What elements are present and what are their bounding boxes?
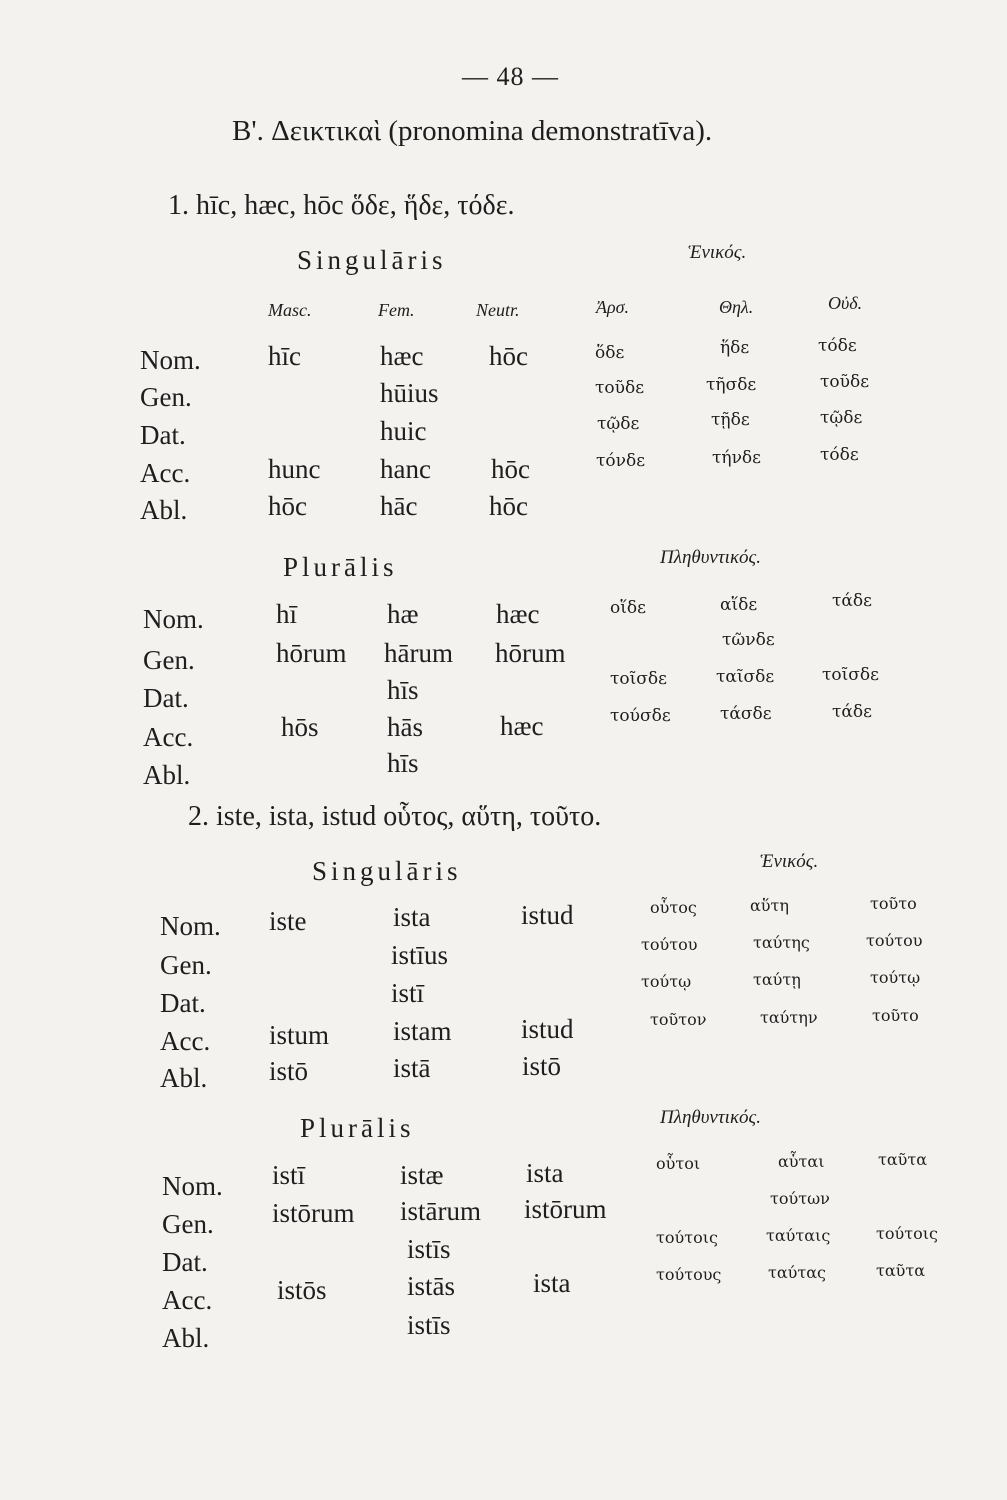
case-label: Nom. <box>162 1171 223 1201</box>
greek-form: οὗτοι <box>656 1154 701 1173</box>
latin-form: hanc <box>380 454 431 484</box>
greek-form: τούτοις <box>656 1228 718 1247</box>
latin-form: hæc <box>496 599 540 629</box>
greek-form: τόδε <box>820 445 859 465</box>
greek-form: οἵδε <box>610 598 646 618</box>
greek-form: τούτῳ <box>870 968 921 987</box>
greek-form: τῷδε <box>597 414 640 434</box>
greek-form: ταῦτα <box>876 1261 926 1280</box>
case-label: Abl. <box>143 760 191 790</box>
case-label: Gen. <box>143 645 195 675</box>
latin-form: hæ <box>387 599 419 629</box>
greek-form: τοῦτο <box>872 1006 919 1025</box>
col-thel: Θηλ. <box>719 297 754 317</box>
case-label: Abl. <box>140 495 188 525</box>
latin-form: hās <box>387 712 423 742</box>
greek-form: ταῦτα <box>878 1150 928 1169</box>
latin-form: hīs <box>387 675 419 705</box>
case-label: Dat. <box>162 1247 208 1277</box>
greek-form: τῇδε <box>711 410 750 430</box>
latin-form: istud <box>521 1014 574 1044</box>
greek-form: τοῖσδε <box>822 665 879 685</box>
section1-singular-label: Singulāris <box>297 245 447 275</box>
greek-form: τοῦτο <box>870 894 917 913</box>
greek-form: τάδε <box>832 702 872 722</box>
greek-form: τοῦτον <box>650 1010 707 1029</box>
latin-form: iste <box>269 906 307 936</box>
section1-plural-label: Plurālis <box>283 552 398 582</box>
col-neutr: Neutr. <box>476 300 520 320</box>
case-label: Nom. <box>160 911 221 941</box>
latin-form: istōrum <box>524 1194 607 1224</box>
greek-form: τούτου <box>641 935 698 954</box>
greek-form: ταύταις <box>766 1226 831 1245</box>
greek-form: τάσδε <box>720 704 772 724</box>
case-label: Dat. <box>160 988 206 1018</box>
latin-form: hārum <box>384 638 453 668</box>
latin-form: istārum <box>400 1196 481 1226</box>
section2-plural-greek-label: Πληθυντικός. <box>660 1107 762 1128</box>
greek-form: τήνδε <box>712 448 761 468</box>
latin-form: hæc <box>380 341 424 371</box>
case-label: Gen. <box>140 382 192 412</box>
greek-form: ταύτης <box>753 933 810 952</box>
section1-singular-greek-label: Ἑνικός. <box>688 242 747 263</box>
greek-form: ὅδε <box>595 343 625 363</box>
col-oud: Οὐδ. <box>828 293 863 313</box>
latin-form: hunc <box>268 454 321 484</box>
latin-form: hāc <box>380 491 418 521</box>
case-label: Acc. <box>160 1026 211 1056</box>
section-title: B'. Δεικτικαὶ (pronomina demonstratīva). <box>232 115 713 147</box>
greek-form: τῷδε <box>820 408 863 428</box>
latin-form: hī <box>276 599 298 629</box>
latin-form: istud <box>521 900 574 930</box>
greek-form: τούτῳ <box>641 972 692 991</box>
greek-form: τοῦδε <box>820 372 870 392</box>
latin-form: hōs <box>281 712 319 742</box>
col-masc: Masc. <box>268 300 312 320</box>
case-label: Acc. <box>162 1285 213 1315</box>
latin-form: ista <box>526 1158 564 1188</box>
section2-singular-greek-label: Ἑνικός. <box>760 851 819 872</box>
latin-form: ista <box>533 1268 571 1298</box>
section2-plural-label: Plurālis <box>300 1113 415 1143</box>
greek-form: οὗτος <box>650 898 697 917</box>
latin-form: istās <box>407 1271 456 1301</box>
latin-form: hōc <box>491 454 530 484</box>
section1-heading: 1. hīc, hæc, hōc ὅδε, ἥδε, τόδε. <box>168 190 515 221</box>
latin-form: istīus <box>391 940 449 970</box>
greek-form: τούτους <box>656 1265 722 1284</box>
case-label: Dat. <box>143 683 189 713</box>
col-fem: Fem. <box>378 300 415 320</box>
latin-form: hōrum <box>276 638 347 668</box>
case-label: Nom. <box>140 345 201 375</box>
greek-form: ἥδε <box>720 338 750 358</box>
case-label: Dat. <box>140 420 186 450</box>
latin-form: istō <box>269 1056 309 1086</box>
latin-form: istōrum <box>272 1198 355 1228</box>
greek-form: τοῦδε <box>595 378 645 398</box>
latin-form: hōc <box>489 341 528 371</box>
greek-form: τῶνδε <box>722 630 775 650</box>
greek-form: τούσδε <box>610 706 671 726</box>
greek-form: τῆσδε <box>706 375 757 395</box>
latin-form: istā <box>393 1053 431 1083</box>
case-label: Acc. <box>140 458 191 488</box>
greek-form: τόδε <box>818 336 857 356</box>
col-arsen: Ἀρσ. <box>596 297 630 317</box>
greek-form: ταῖσδε <box>716 667 775 687</box>
latin-form: hīs <box>387 748 419 778</box>
latin-form: istam <box>393 1016 452 1046</box>
greek-form: αὗται <box>778 1152 825 1171</box>
page-number: — 48 — <box>462 62 559 91</box>
case-label: Gen. <box>160 950 212 980</box>
greek-form: αὕτη <box>750 896 789 915</box>
case-label: Abl. <box>162 1323 210 1353</box>
case-label: Nom. <box>143 604 204 634</box>
greek-form: ταύτην <box>760 1008 818 1027</box>
case-label: Acc. <box>143 722 194 752</box>
latin-form: hīc <box>268 341 301 371</box>
section2-singular-label: Singulāris <box>312 856 462 886</box>
greek-form: τούτων <box>770 1189 830 1208</box>
section2-heading: 2. iste, ista, istud οὗτος, αὕτη, τοῦτο. <box>188 801 602 832</box>
latin-form: hæc <box>500 711 544 741</box>
latin-form: istī <box>391 978 425 1008</box>
greek-form: τούτοις <box>876 1224 938 1243</box>
latin-form: istō <box>522 1051 562 1081</box>
greek-form: τόνδε <box>596 451 646 471</box>
case-label: Abl. <box>160 1063 208 1093</box>
latin-form: ista <box>393 902 431 932</box>
latin-form: istæ <box>400 1160 444 1190</box>
greek-form: ταύτας <box>768 1263 826 1282</box>
latin-form: hōc <box>268 491 307 521</box>
latin-form: istīs <box>407 1310 451 1340</box>
latin-form: huic <box>380 416 427 446</box>
greek-form: τάδε <box>832 591 872 611</box>
latin-form: istīs <box>407 1234 451 1264</box>
greek-form: ταύτῃ <box>753 970 801 989</box>
latin-form: istōs <box>277 1275 327 1305</box>
latin-form: hōc <box>489 491 528 521</box>
greek-form: αἵδε <box>720 595 758 615</box>
case-label: Gen. <box>162 1209 214 1239</box>
latin-form: istī <box>272 1160 306 1190</box>
latin-form: hūius <box>380 378 439 408</box>
greek-form: τοῖσδε <box>610 669 667 689</box>
greek-form: τούτου <box>866 931 923 950</box>
latin-form: hōrum <box>495 638 566 668</box>
section1-plural-greek-label: Πληθυντικός. <box>660 547 762 568</box>
latin-form: istum <box>269 1020 330 1050</box>
